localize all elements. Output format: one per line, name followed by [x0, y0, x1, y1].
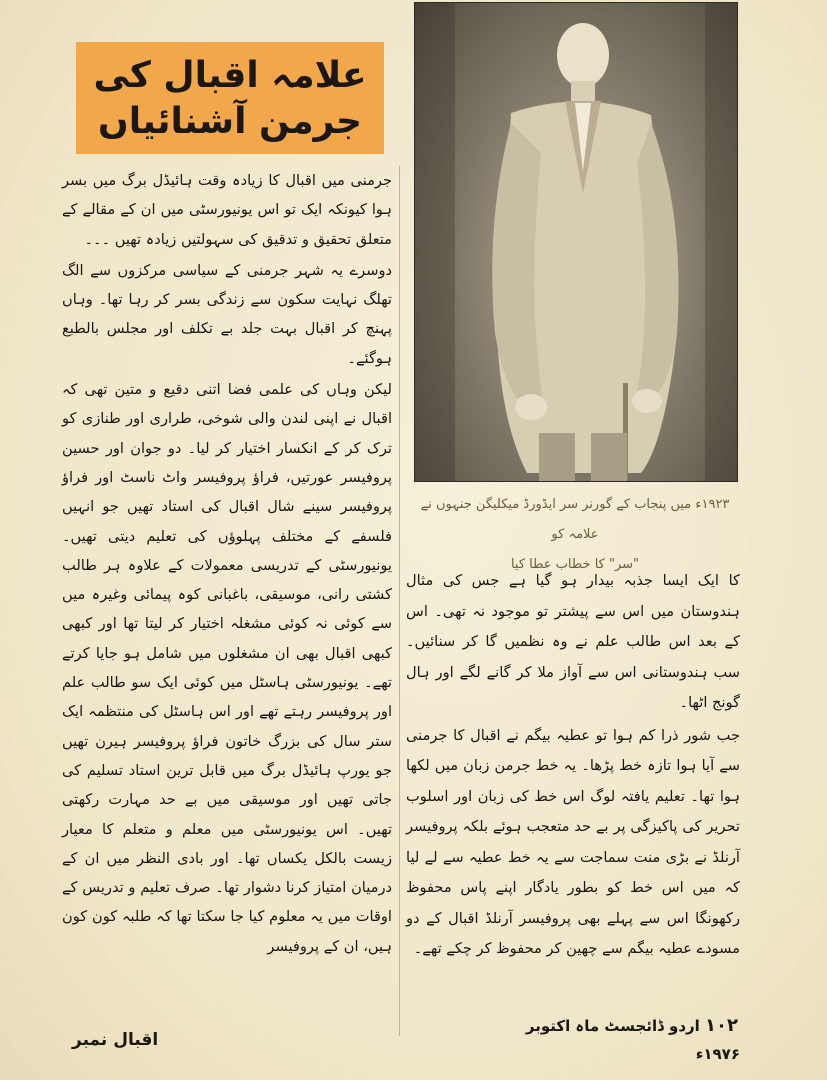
page-number: ۱۰۲ — [705, 1015, 738, 1036]
footer-publication — [500, 1012, 740, 1068]
left-paragraph-1: جرمنی میں اقبال کا زیادہ وقت ہائیڈل برگ میں بسر ہوا کیونکہ ایک تو اس یونیورسٹی میں ان کے مقالے کے متعلق تحقیق و تدقیق کی سہولتیں زیادہ تھیں ۔۔۔ — [62, 172, 392, 248]
right-paragraph-2: جب شور ذرا کم ہوا تو عطیہ بیگم نے اقبال کا جرمنی سے آیا ہوا تازہ خط پڑھا۔ یہ خط جرمن زبان میں لکھا ہوا تھا۔ تعلیم یافتہ لوگ اس خط کی زبان اور اسلوب تحریر کی پاکیزگی پر بے حد متعجب ہوئے بلکہ پروفیسر آرنلڈ نے بڑی منت سماجت سے یہ خط عطیہ سے لے لیا کہ میں اس خط کو بطور یادگار اپنے پاس محفوظ رکھونگا اس سے پہلے بھی پروفیسر آرنلڈ اقبال کے دو مسودے عطیہ بیگم سے چھین کر محفوظ کر چکے تھے۔ — [406, 726, 740, 957]
footer-issue-name: اقبال نمبر — [72, 1030, 159, 1050]
photo-caption-line-2: "سر" کا خطاب عطا کیا — [510, 557, 640, 572]
photo-caption-line-1: ۱۹۲۳ء میں پنجاب کے گورنر سر ایڈورڈ میکلیگن جنہوں نے علامہ کو — [420, 497, 730, 542]
footer-magazine-date: اردو ڈائجسٹ ماہ اکتوبر ۱۹۷۶ء — [525, 1017, 740, 1063]
portrait-figure-illustration — [415, 3, 737, 481]
column-divider — [399, 166, 400, 1036]
left-paragraph-3: لیکن وہاں کی علمی فضا اتنی دقیع و متین تھی کہ اقبال نے اپنی لندن والی شوخی، طراری اور طنازی کو ترک کر کے انکسار اختیار کر لیا۔ دو جوان اور حسین پروفیسر عورتیں، فراؤ پروفیسر واٹ ناسٹ اور فراؤ پروفیسر سینے شال اقبال کی استاد تھیں جو انہیں فلسفے کے مختلف پہلوؤں کی تعلیم دیتی تھیں۔ یونیورسٹی کے تدریسی معمولات کے علاوہ ہر طالب کشتی رانی، موسیقی، باغبانی کوہ پیمائی وغیرہ میں سے کوئی نہ کوئی مشغلہ اختیار کر لیتا تھا اور کبھی کبھی اقبال بھی ان مشغلوں میں شامل ہو جایا کرتے تھے۔ یونیورسٹی ہاسٹل میں کوئی ایک سو طالب علم اور پروفیسر رہتے تھے اور اس ہاسٹل کی منتظمہ ایک ستر سال کی بزرگ خاتون فراؤ پروفیسر ہیرن تھیں جو یورپ ہائیڈل برگ میں قابل ترین استاد تسلیم کی جاتی تھیں اور موسیقی میں بے حد مہارت رکھتی تھیں۔ اس یونیورسٹی میں معلم و متعلم کا معیار زیست بالکل یکساں تھا۔ اور بادی النظر میں ان کے درمیان امتیاز کرنا دشوار تھا۔ صرف تعلیم و تدریس کے اوقات میں یہ معلوم کیا جا سکتا تھا کہ طلبہ کون کون ہیں، ان کے پروفیسر — [62, 381, 392, 955]
article-title-line-1: علامہ اقبال کی — [93, 55, 367, 96]
right-paragraph-1: کا ایک ایسا جذبہ بیدار ہو گیا ہے جس کی مثال ہندوستان میں اس سے پیشتر تو موجود نہ تھی۔ اس کے بعد اس طالب علم نے وہ نظمیں گا کر سنائیں۔ سب ہندوستانی اس سے آواز ملا کر گانے لگے اور ہال گونج اٹھا۔ — [406, 572, 740, 711]
portrait-photo — [414, 2, 738, 482]
article-column-left — [62, 166, 392, 961]
left-paragraph-2: دوسرے یہ شہر جرمنی کے سیاسی مرکزوں سے الگ تھلگ نہایت سکون سے زندگی بسر کر رہا تھا۔ وہاں پہنچ کر اقبال بہت جلد بے تکلف اور مجلس بالطبع ہوگئے۔ — [62, 261, 392, 367]
article-title-line-2: جرمن آشنائیاں — [98, 101, 362, 142]
article-column-right — [406, 566, 740, 965]
article-title-box — [76, 42, 384, 154]
